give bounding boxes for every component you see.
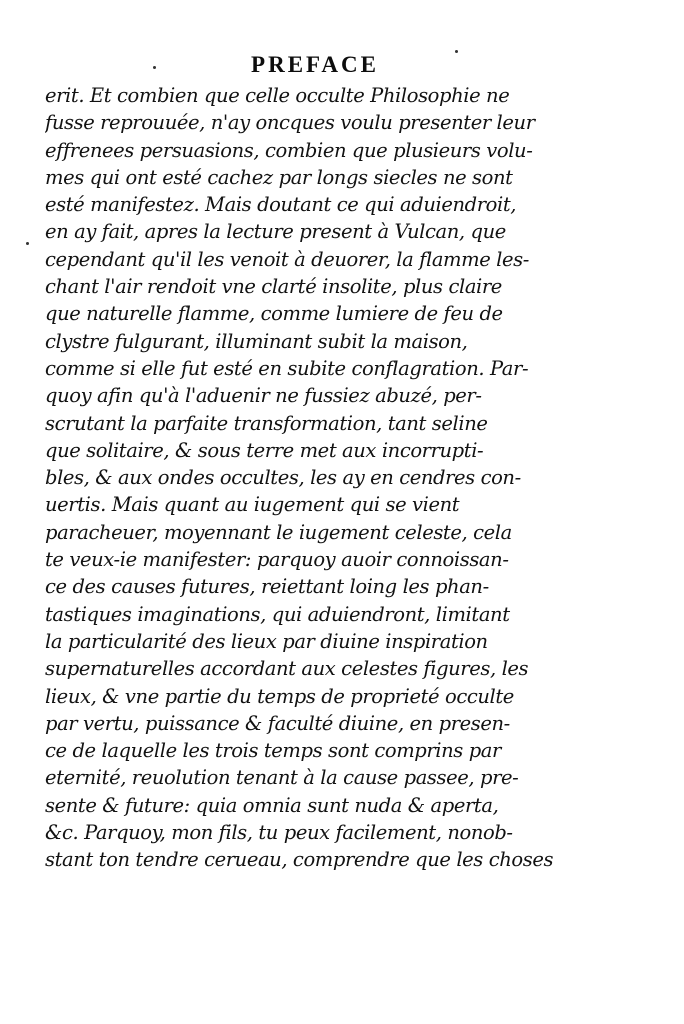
running-header: PREFACE: [251, 52, 379, 77]
text-line: stant ton tendre cerueau, comprendre que les choses: [45, 848, 554, 872]
text-line: lieux, & vne partie du temps de proprieté occulte: [45, 684, 514, 708]
text-line: que naturelle flamme, comme lumiere de feu de: [45, 302, 503, 326]
text-line: par vertu, puissance & faculté diuine, en presen-: [45, 711, 510, 735]
text-line: la particularité des lieux par diuine inspiration: [45, 629, 488, 653]
ink-speck: [153, 66, 156, 69]
text-line: ce des causes futures, reiettant loing les phan-: [45, 575, 489, 599]
text-line: supernaturelles accordant aux celestes figures, les: [45, 657, 529, 681]
text-line: &c. Parquoy, mon fils, tu peux facilement, nonob-: [45, 821, 513, 845]
text-line: cependant qu'il les venoit à deuorer, la flamme les-: [45, 247, 529, 271]
text-line: uertis. Mais quant au iugement qui se vient: [45, 493, 460, 517]
text-line: tastiques imaginations, qui aduiendront, limitant: [45, 602, 510, 626]
text-line: eternité, reuolution tenant à la cause passee, pre-: [45, 766, 519, 790]
text-line: chant l'air rendoit vne clarté insolite, plus claire: [45, 275, 502, 299]
text-line: quoy afin qu'à l'aduenir ne fussiez abuzé, per-: [45, 384, 482, 408]
body-text: [45, 82, 590, 874]
text-line: esté manifestez. Mais doutant ce qui aduiendroit,: [45, 193, 517, 217]
ink-speck: [455, 50, 458, 53]
text-line: ce de laquelle les trois temps sont comprins par: [45, 739, 501, 763]
text-line: effrenees persuasions, combien que plusieurs volu-: [45, 138, 533, 162]
text-line: comme si elle fut esté en subite conflagration. Par-: [45, 356, 529, 380]
text-line: bles, & aux ondes occultes, les ay en cendres con-: [45, 466, 521, 490]
text-line: mes qui ont esté cachez par longs siecles ne sont: [45, 165, 513, 189]
text-line: scrutant la parfaite transformation, tant seline: [45, 411, 488, 435]
text-line: paracheuer, moyennant le iugement celeste, cela: [45, 520, 512, 544]
text-line: te veux-ie manifester: parquoy auoir connoissan-: [45, 548, 509, 572]
text-line: en ay fait, apres la lecture present à Vulcan, que: [45, 220, 506, 244]
text-line: que solitaire, & sous terre met aux incorrupti-: [45, 438, 484, 462]
text-line: sente & future: quia omnia sunt nuda & aperta,: [45, 793, 499, 817]
text-line: erit. Et combien que celle occulte Philosophie ne: [45, 84, 510, 107]
text-line: fusse reprouuée, n'ay oncques voulu presenter leur: [45, 111, 535, 135]
text-line: clystre fulgurant, illuminant subit la maison,: [45, 329, 468, 353]
ink-speck: [26, 242, 29, 245]
